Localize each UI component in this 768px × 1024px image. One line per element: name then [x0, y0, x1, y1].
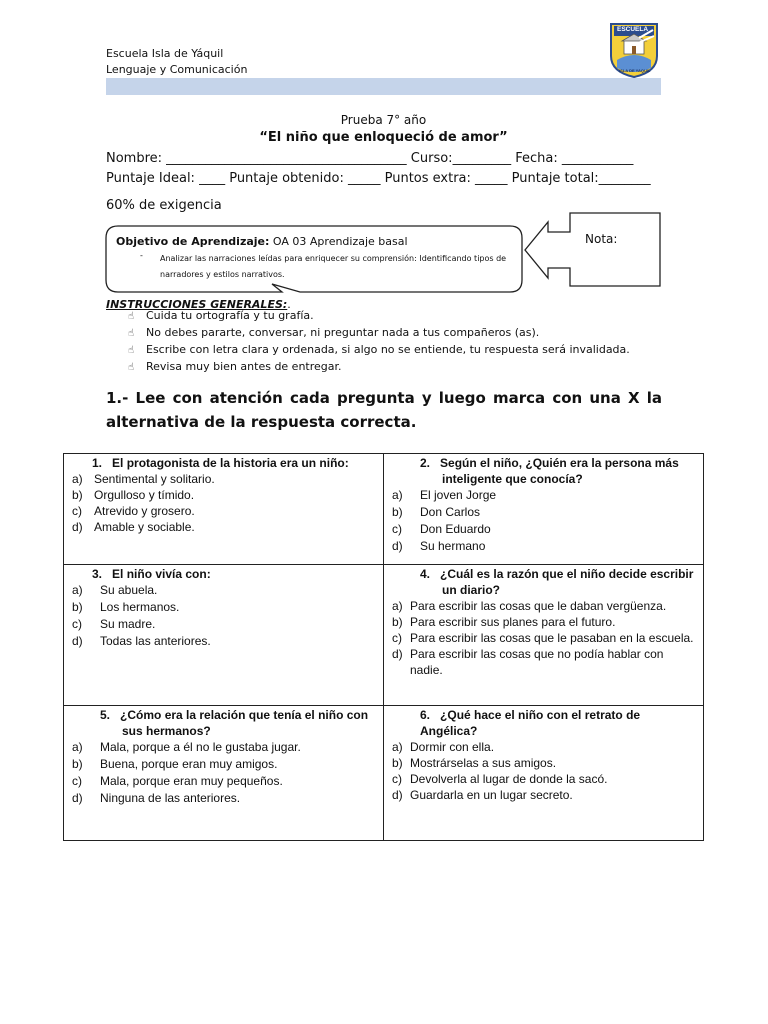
- option-5a[interactable]: a) Mala, porque a él no le gustaba jugar.: [72, 740, 301, 754]
- question-cell-3: [64, 565, 384, 706]
- question-2-title: 2. Según el niño, ¿Quién era la persona más inteligente que conocía?: [420, 456, 679, 486]
- question-1-title: 1. El protagonista de la historia era un niño:: [92, 456, 349, 470]
- logo-text-top: ESCUELA: [617, 26, 649, 33]
- logo-text-bottom: ISLA DE YAQUIL: [619, 68, 651, 73]
- score-line: Puntaje Ideal: ____ Puntaje obtenido: _____ Puntos extra: _____ Puntaje total:________: [106, 171, 651, 186]
- option-3c[interactable]: c) Su madre.: [72, 617, 156, 631]
- option-2c[interactable]: c) Don Eduardo: [392, 522, 491, 536]
- pointing-hand-icon: ☝: [128, 311, 135, 322]
- option-3b[interactable]: b) Los hermanos.: [72, 600, 180, 614]
- question-cell-4: [384, 565, 704, 706]
- objective-label: Objetivo de Aprendizaje:: [116, 235, 270, 248]
- instructions-list: [128, 308, 630, 376]
- option-1a[interactable]: a) Sentimental y solitario.: [72, 472, 215, 486]
- option-2d[interactable]: d) Su hermano: [392, 539, 486, 553]
- option-4c[interactable]: c) Para escribir las cosas que le pasaban en la escuela.: [392, 631, 694, 645]
- question-3-title: 3. El niño vivía con:: [92, 567, 211, 581]
- test-grade: Prueba 7° año: [340, 113, 427, 127]
- option-6b[interactable]: b) Mostrárselas a sus amigos.: [392, 756, 557, 770]
- instruction-item: ☝ Escribe con letra clara y ordenada, si algo no se entiende, tu respuesta será invalidada.: [128, 342, 630, 359]
- question-cell-1: [64, 454, 384, 565]
- objective-detail: Analizar las narraciones leídas para enriquecer su comprensión: Identificando tipos de narradores y estilos narrativos.: [160, 254, 507, 279]
- pointing-hand-icon: ☝: [128, 362, 135, 373]
- question-cell-6: [384, 706, 704, 841]
- instructions-title: INSTRUCCIONES GENERALES:: [106, 298, 288, 311]
- instructions-title-suffix: .: [287, 298, 291, 311]
- option-5b[interactable]: b) Buena, porque eran muy amigos.: [72, 757, 278, 771]
- instruction-item: ☝ Revisa muy bien antes de entregar.: [128, 359, 630, 376]
- option-6c[interactable]: c) Devolverla al lugar de donde la sacó.: [392, 772, 608, 786]
- question-6-title: 6. ¿Qué hace el niño con el retrato de Angélica?: [420, 708, 641, 738]
- section-1-heading: 1.- Lee con atención cada pregunta y luego marca con una X la alternativa de la respuesta correcta.: [106, 389, 662, 431]
- option-5d[interactable]: d) Ninguna de las anteriores.: [72, 791, 241, 805]
- instruction-item: ☝ No debes pararte, conversar, ni preguntar nada a tus compañeros (as).: [128, 325, 630, 342]
- option-1c[interactable]: c) Atrevido y grosero.: [72, 504, 195, 518]
- question-4-title: 4. ¿Cuál es la razón que el niño decide escribir un diario?: [420, 567, 694, 597]
- nota-arrow-shape: [522, 210, 667, 292]
- pointing-hand-icon: ☝: [128, 345, 135, 356]
- option-6d[interactable]: d) Guardarla en un lugar secreto.: [392, 788, 573, 802]
- option-4a[interactable]: a) Para escribir las cosas que le daban vergüenza.: [392, 599, 667, 613]
- option-3a[interactable]: a) Su abuela.: [72, 583, 158, 597]
- school-name: Escuela Isla de Yáquil: [106, 47, 224, 60]
- option-5c[interactable]: c) Mala, porque eran muy pequeños.: [72, 774, 283, 788]
- subject-name: Lenguaje y Comunicación: [106, 63, 248, 76]
- option-4d[interactable]: d) Para escribir las cosas que no podía hablar con nadie.: [392, 647, 664, 677]
- question-cell-2: [384, 454, 704, 565]
- test-title: “El niño que enloqueció de amor”: [259, 130, 508, 145]
- objective-heading: [116, 235, 408, 248]
- objective-code: OA 03 Aprendizaje basal: [272, 235, 408, 248]
- instruction-item: ☝ Cuida tu ortografía y tu grafía.: [128, 308, 630, 325]
- student-info-line: Nombre: _____________________________________ Curso:_________ Fecha: ___________: [106, 151, 634, 166]
- question-cell-5: [64, 706, 384, 841]
- option-1d[interactable]: d) Amable y sociable.: [72, 520, 195, 534]
- option-6a[interactable]: a) Dormir con ella.: [392, 740, 495, 754]
- questions-table: [63, 453, 704, 841]
- option-2b[interactable]: b) Don Carlos: [392, 505, 481, 519]
- option-4b[interactable]: b) Para escribir sus planes para el futuro.: [392, 615, 616, 629]
- option-3d[interactable]: d) Todas las anteriores.: [72, 634, 211, 648]
- option-2a[interactable]: a) El joven Jorge: [392, 488, 497, 502]
- objective-dash: -: [140, 251, 143, 260]
- header-band: [106, 78, 661, 95]
- nota-label: Nota:: [585, 232, 618, 246]
- school-logo: [609, 22, 659, 78]
- pointing-hand-icon: ☝: [128, 328, 135, 339]
- question-5-title: 5. ¿Cómo era la relación que tenía el niño con sus hermanos?: [100, 708, 369, 738]
- exigencia-text: 60% de exigencia: [106, 198, 222, 213]
- option-1b[interactable]: b) Orgulloso y tímido.: [72, 488, 195, 502]
